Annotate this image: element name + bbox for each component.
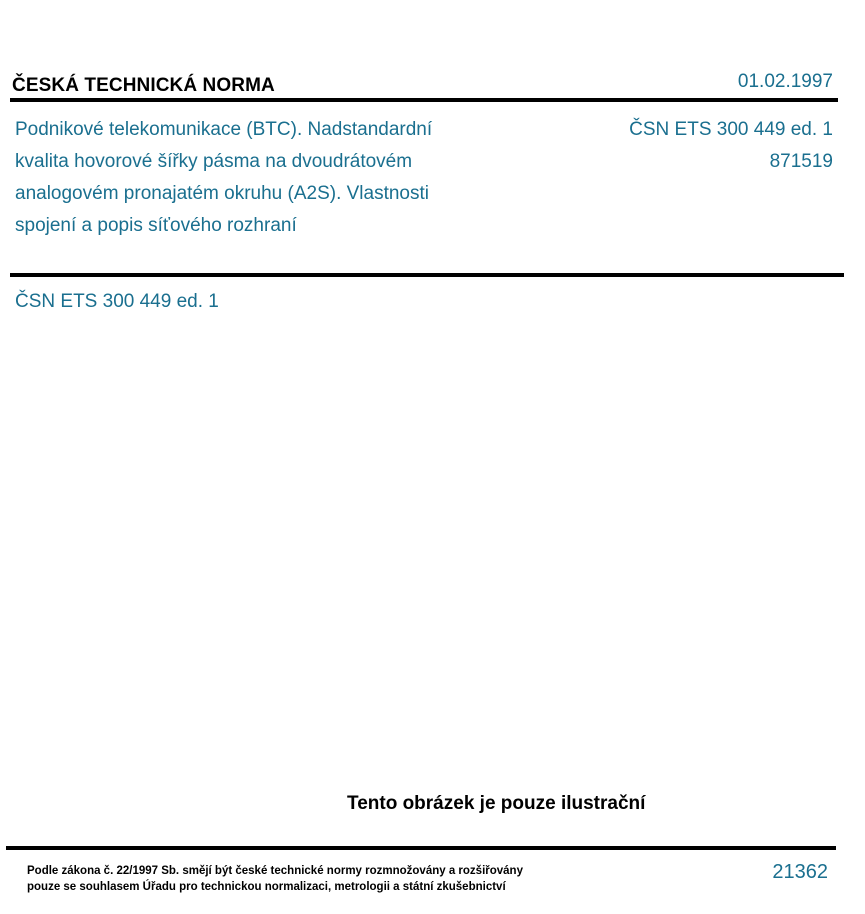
illustration-note: Tento obrázek je pouze ilustrační	[347, 793, 646, 814]
subject-line: Podnikové telekomunikace (BTC). Nadstandardní	[15, 119, 433, 140]
middle-divider	[10, 273, 844, 277]
legal-line: pouze se souhlasem Úřadu pro technickou normalizaci, metrologii a státní zkušebnictví	[27, 881, 506, 893]
norm-title: ČESKÁ TECHNICKÁ NORMA	[12, 75, 275, 96]
standard-number-repeat: ČSN ETS 300 449 ed. 1	[15, 291, 219, 312]
standard-codes	[629, 114, 833, 178]
subject-line: spojení a popis síťového rozhraní	[15, 215, 297, 236]
subject-line: kvalita hovorové šířky pásma na dvoudrátovém	[15, 151, 413, 172]
catalog-number: 21362	[772, 861, 828, 883]
class-code: 871519	[769, 151, 833, 172]
legal-line: Podle zákona č. 22/1997 Sb. smějí být české technické normy rozmnožovány a rozšiřovány	[27, 865, 523, 877]
legal-notice	[27, 863, 523, 895]
publication-date: 01.02.1997	[737, 71, 833, 92]
top-divider	[10, 98, 838, 102]
standard-subject	[15, 114, 525, 242]
subject-line: analogovém pronajatém okruhu (A2S). Vlastnosti	[15, 183, 430, 204]
bottom-divider	[6, 846, 836, 850]
standard-number: ČSN ETS 300 449 ed. 1	[629, 119, 833, 140]
